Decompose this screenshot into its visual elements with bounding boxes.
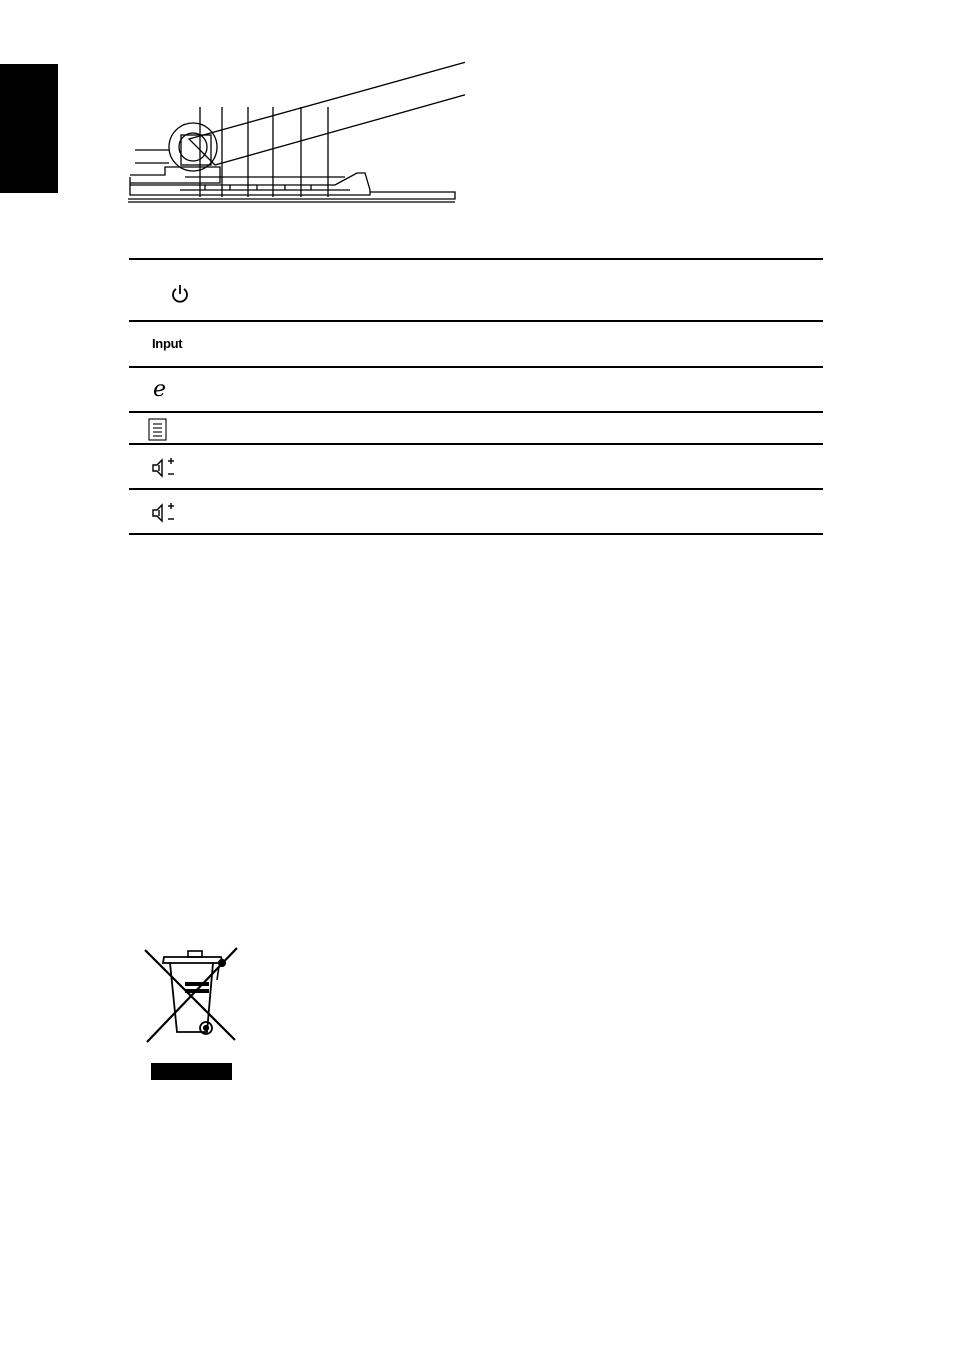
input-text-icon: Input	[152, 336, 183, 351]
volume-icon	[151, 502, 177, 524]
control-description	[199, 259, 823, 321]
weee-black-bar	[151, 1063, 232, 1080]
table-row	[129, 259, 823, 321]
table-row	[129, 489, 823, 534]
table-row	[129, 367, 823, 412]
side-tab-marker	[0, 64, 58, 193]
crossed-bin-icon	[139, 944, 243, 1044]
volume-icon	[151, 457, 177, 479]
e-key-icon: e	[153, 376, 167, 402]
monitor-side-view-diagram	[125, 55, 465, 210]
control-description	[199, 367, 823, 412]
table-row	[129, 412, 823, 444]
control-description	[199, 489, 823, 534]
control-description	[199, 412, 823, 444]
menu-icon	[148, 418, 168, 442]
controls-table	[129, 258, 823, 535]
power-icon	[170, 284, 190, 306]
control-description	[199, 444, 823, 489]
table-row	[129, 321, 823, 367]
control-description	[199, 321, 823, 367]
table-row	[129, 444, 823, 489]
